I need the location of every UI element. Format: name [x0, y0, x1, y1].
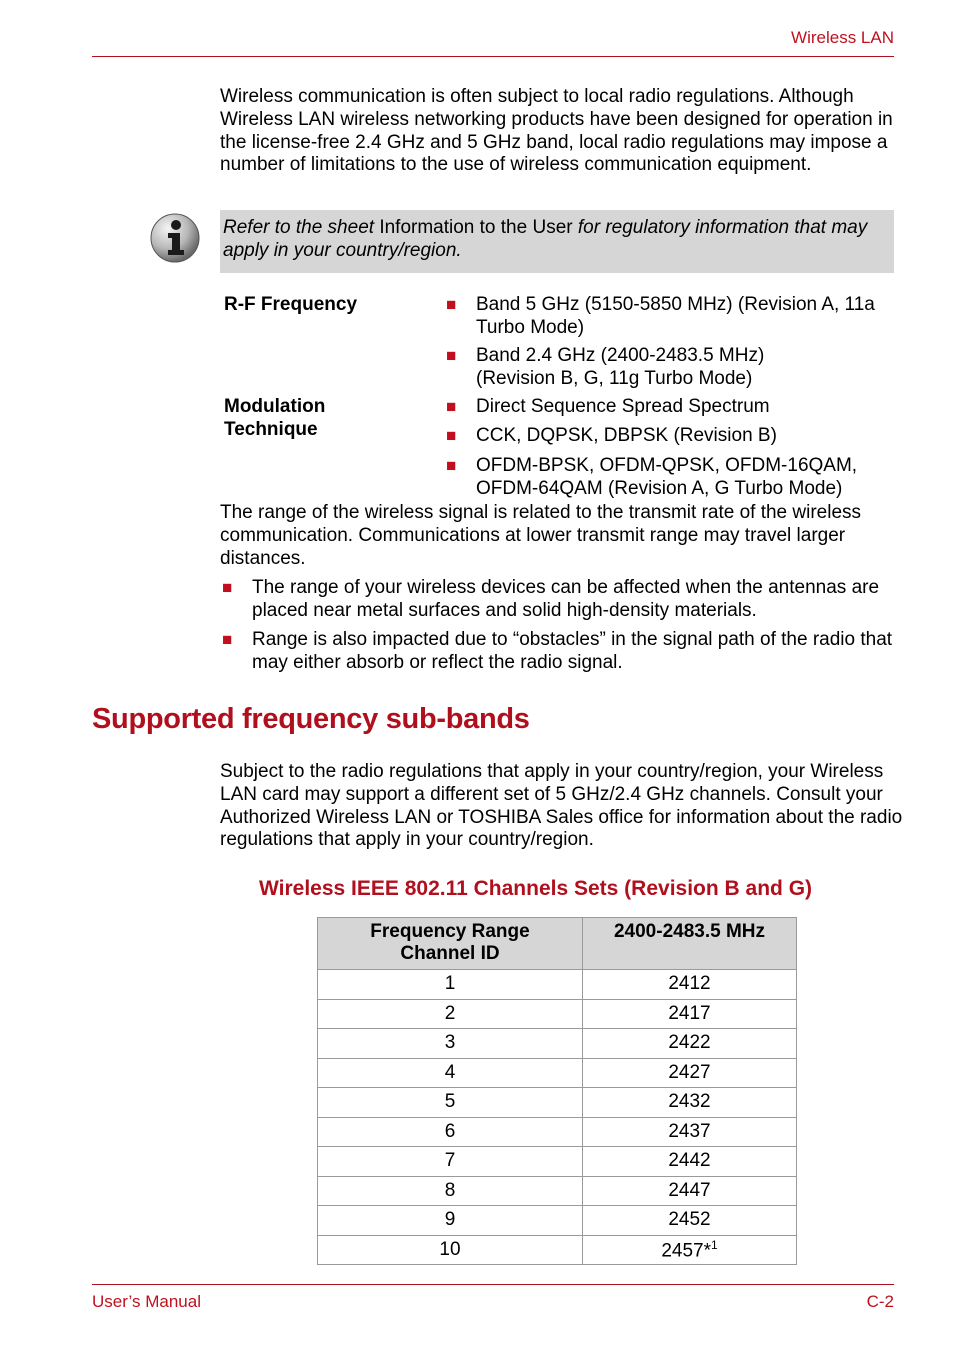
modulation-item: OFDM-BPSK, OFDM-QPSK, OFDM-16QAM, OFDM-64QAM (Revision A, G Turbo Mode) — [476, 455, 858, 499]
intro-paragraph: Wireless communication is often subject to local radio regulations. Although Wireless LAN wireless networking products have been designed for operation in the license-free 2.4 GHz and 5 GHz band, local radio regulations may impose a number of limitations to the use of wireless communication equipment. — [220, 86, 893, 176]
section-title: Supported frequency sub-bands — [92, 703, 530, 735]
footer-rule — [92, 1284, 894, 1285]
header-rule — [92, 56, 894, 57]
frequency-cell — [583, 1235, 797, 1265]
rf-item: Band 2.4 GHz (2400-2483.5 MHz) (Revision B, G, 11g Turbo Mode) — [476, 345, 765, 389]
frequency-value: 2457* — [661, 1239, 711, 1261]
table-header-row — [318, 918, 797, 970]
table-title: Wireless IEEE 802.11 Channels Sets (Revision B and G) — [259, 877, 813, 900]
channel-id-cell: 10 — [318, 1235, 583, 1265]
rf-frequency-label: R-F Frequency — [224, 294, 358, 315]
table-row — [318, 1235, 797, 1265]
channel-id-cell: 7 — [318, 1147, 583, 1177]
note-text — [223, 216, 887, 262]
header-channel-id-line2: Channel ID — [400, 943, 500, 964]
channel-id-cell: 8 — [318, 1176, 583, 1206]
note-text-italic-2: for regulatory information that may apply in your country/region. — [223, 217, 868, 261]
table-row — [318, 1117, 797, 1147]
bullet-icon: ■ — [222, 578, 233, 597]
table-row — [318, 1058, 797, 1088]
bullet-icon: ■ — [446, 426, 457, 445]
info-icon — [149, 212, 201, 264]
section-paragraph: Subject to the radio regulations that apply in your country/region, your Wireless LAN card may support a different set of 5 GHz/2.4 GHz channels. Consult your Authorized Wireless LAN or TOSHIBA Sales office for information about the radio regulations that apply in your country/region. — [220, 761, 903, 851]
channel-id-cell: 9 — [318, 1206, 583, 1236]
channel-id-cell: 4 — [318, 1058, 583, 1088]
frequency-cell: 2452 — [583, 1206, 797, 1236]
modulation-label-line1: Modulation — [224, 396, 326, 417]
header-channel-id — [318, 918, 583, 970]
table-row — [318, 1088, 797, 1118]
table-row — [318, 1029, 797, 1059]
frequency-cell: 2442 — [583, 1147, 797, 1177]
table-row — [318, 1206, 797, 1236]
channel-id-cell: 5 — [318, 1088, 583, 1118]
frequency-cell: 2427 — [583, 1058, 797, 1088]
channel-id-cell: 3 — [318, 1029, 583, 1059]
frequency-cell: 2437 — [583, 1117, 797, 1147]
frequency-cell: 2417 — [583, 999, 797, 1029]
table-row — [318, 999, 797, 1029]
footer-manual-title: User’s Manual — [92, 1292, 201, 1311]
modulation-item: CCK, DQPSK, DBPSK (Revision B) — [476, 425, 777, 446]
footnote-marker: 1 — [710, 1237, 718, 1252]
range-paragraph: The range of the wireless signal is related to the transmit rate of the wireless communication. Communications at lower transmit range may travel larger distances. — [220, 502, 862, 569]
modulation-label-line2: Technique — [224, 419, 318, 440]
frequency-cell: 2422 — [583, 1029, 797, 1059]
channel-id-cell: 1 — [318, 970, 583, 1000]
bullet-icon: ■ — [446, 456, 457, 475]
footer-page-number: C-2 — [866, 1292, 894, 1311]
channel-id-cell: 6 — [318, 1117, 583, 1147]
range-bullet: Range is also impacted due to “obstacles” in the signal path of the radio that may either absorb or reflect the radio signal. — [252, 629, 893, 673]
channel-id-cell: 2 — [318, 999, 583, 1029]
header-channel-id-line1: Frequency Range — [370, 921, 530, 942]
note-text-italic-1: Refer to the sheet — [223, 217, 375, 238]
table-row — [318, 970, 797, 1000]
modulation-item: Direct Sequence Spread Spectrum — [476, 396, 770, 417]
channels-table — [317, 917, 797, 1265]
bullet-icon: ■ — [446, 346, 457, 365]
range-bullet: The range of your wireless devices can be affected when the antennas are placed near metal surfaces and solid high-density materials. — [252, 577, 880, 621]
note-text-plain: Information to the User — [374, 217, 578, 238]
bullet-icon: ■ — [446, 397, 457, 416]
header-frequency: 2400-2483.5 MHz — [583, 918, 797, 970]
frequency-cell: 2447 — [583, 1176, 797, 1206]
frequency-cell: 2432 — [583, 1088, 797, 1118]
rf-item: Band 5 GHz (5150-5850 MHz) (Revision A, 11a Turbo Mode) — [476, 294, 875, 338]
bullet-icon: ■ — [222, 630, 233, 649]
table-row — [318, 1176, 797, 1206]
running-header: Wireless LAN — [791, 28, 894, 47]
table-row — [318, 1147, 797, 1177]
frequency-cell: 2412 — [583, 970, 797, 1000]
bullet-icon: ■ — [446, 295, 457, 314]
